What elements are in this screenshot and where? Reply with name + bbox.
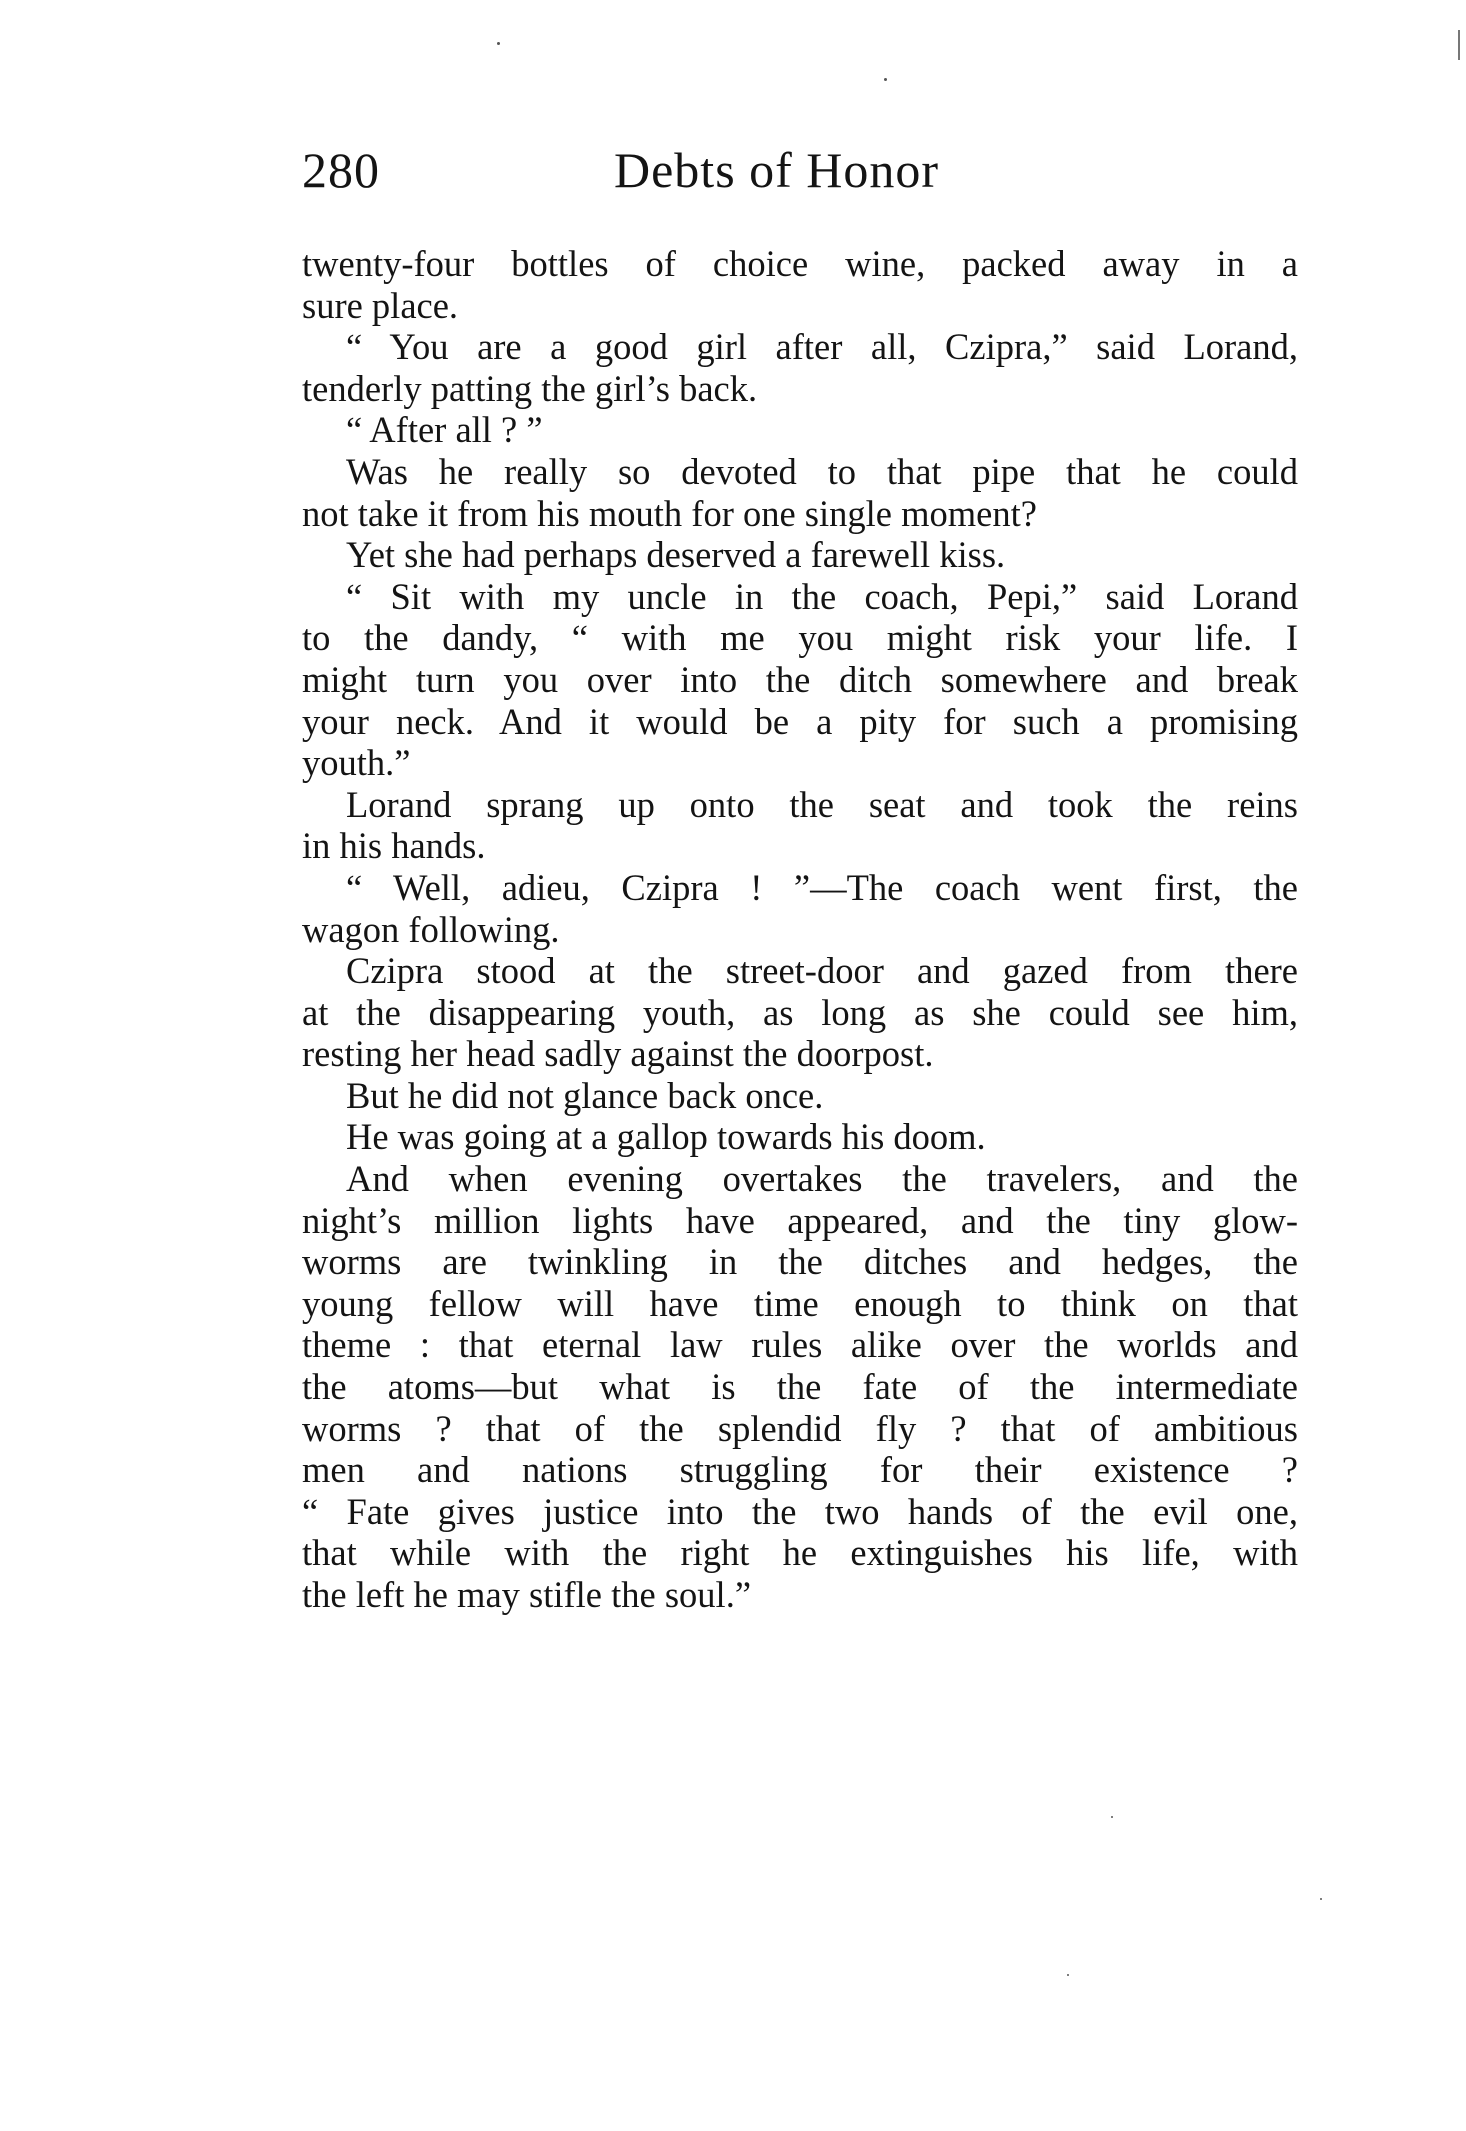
text-line: “ Sit with my uncle in the coach, Pepi,” said Lorand	[346, 575, 1298, 617]
text-line: the left he may stifle the soul.”	[302, 1574, 752, 1615]
text-line: worms are twinkling in the ditches and hedges, the	[302, 1241, 1298, 1283]
text-line: young fellow will have time enough to think on that	[302, 1282, 1298, 1324]
text-line: wagon following.	[302, 908, 560, 950]
running-title: Debts of Honor	[614, 142, 940, 198]
page-header	[302, 140, 1298, 200]
text-line: your neck. And it would be a pity for such a promising	[302, 700, 1298, 742]
text-line: might turn you over into the ditch somewhere and break	[302, 658, 1298, 700]
text-line: sure place.	[302, 284, 459, 326]
text-line: to the dandy, “ with me you might risk your life. I	[302, 617, 1298, 659]
scan-speck	[497, 42, 500, 45]
text-line: “ Fate gives justice into the two hands of the evil one,	[302, 1490, 1298, 1532]
page-number: 280	[302, 142, 380, 198]
body-text	[302, 243, 1298, 1616]
scan-speck	[1320, 1898, 1322, 1900]
scan-edge-mark	[1458, 30, 1460, 60]
text-line: at the disappearing youth, as long as she could see him,	[302, 991, 1298, 1033]
text-line: that while with the right he extinguishes his life, with	[302, 1532, 1298, 1574]
scan-speck	[884, 78, 887, 81]
text-line: the atoms—but what is the fate of the intermediate	[302, 1366, 1298, 1408]
text-line: twenty-four bottles of choice wine, packed away in a	[302, 243, 1298, 284]
text-line: men and nations struggling for their existence ?	[302, 1449, 1298, 1491]
text-line: Was he really so devoted to that pipe that he could	[346, 450, 1298, 492]
text-line: tenderly patting the girl’s back.	[302, 367, 758, 409]
text-line: He was going at a gallop towards his doom.	[346, 1116, 986, 1158]
text-line: “ You are a good girl after all, Czipra,” said Lorand,	[346, 326, 1298, 368]
text-line: in his hands.	[302, 825, 486, 867]
text-line: “ Well, adieu, Czipra ! ”—The coach went first, the	[346, 866, 1298, 908]
text-line: night’s million lights have appeared, and the tiny glow-	[302, 1199, 1298, 1241]
text-line: resting her head sadly against the doorpost.	[302, 1033, 934, 1075]
text-line: Lorand sprang up onto the seat and took the reins	[346, 783, 1298, 825]
text-line: “ After all ? ”	[346, 409, 543, 451]
text-line: youth.”	[302, 742, 411, 784]
text-line: Czipra stood at the street-door and gazed from there	[346, 950, 1298, 992]
text-line: not take it from his mouth for one single moment?	[302, 492, 1037, 534]
scan-speck	[1111, 1816, 1113, 1818]
scan-speck	[1067, 1974, 1069, 1976]
text-line: theme : that eternal law rules alike over the worlds and	[302, 1324, 1298, 1366]
text-line: Yet she had perhaps deserved a farewell kiss.	[346, 534, 1006, 576]
text-line: worms ? that of the splendid fly ? that of ambitious	[302, 1407, 1298, 1449]
text-line: And when evening overtakes the travelers, and the	[346, 1158, 1298, 1200]
text-line: But he did not glance back once.	[346, 1074, 824, 1116]
